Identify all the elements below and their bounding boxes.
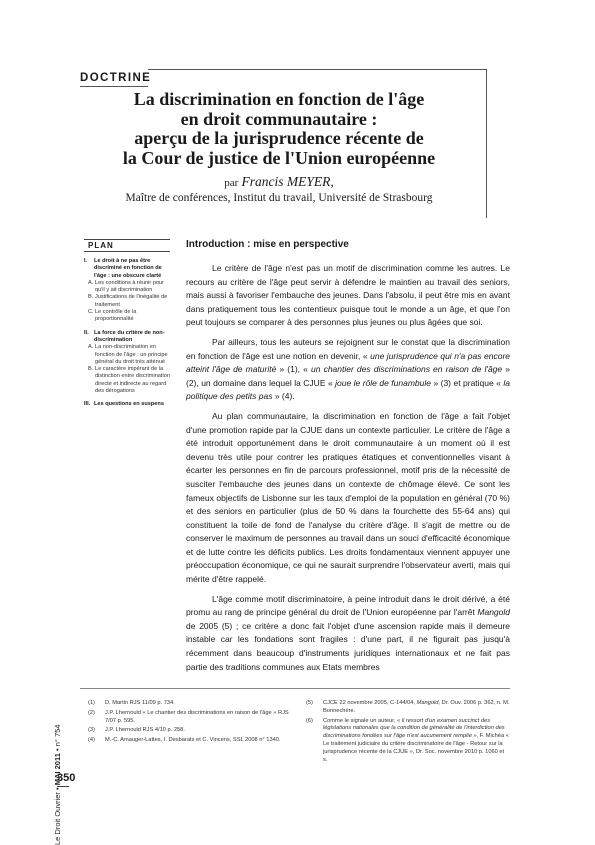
plan-section-title: La force du critère de non-discrimination [94,329,165,343]
plan-section [84,330,172,345]
plan-section-title: Le droit à ne pas être discriminé en fonction de l'âge : une obscure clarté [94,258,162,279]
paragraph: Le critère de l'âge n'est pas un motif de discrimination comme les autres. Le recours au critère de l'âge peut servir à défendre le maintien au travail des seniors, mais aussi à favoriser l'embauche des jeunes. Dans l'absolu, il peut être mis en avant dans pratiquement tous les contentieux puisque tout le monde a un âge, et que l'on peut toujours se comparer à des personnes plus jeunes ou plus âgées que soi. [186,263,510,328]
plan-sub-number: B. [88,294,94,301]
plan-subsection [84,344,172,366]
plan-section [84,258,172,280]
frame-top-rule [148,69,486,70]
author-name: Francis MEYER, [241,174,334,189]
title-line: en droit communautaire : [180,108,378,129]
journal-running-head: Le Droit Ouvrier • MAI 2011 • n° 754 [53,724,62,845]
page-number: 350 [57,772,76,784]
plan-section-title: Les questions en suspens [94,401,164,408]
plan-top-rule [84,239,170,240]
plan-sub-number: A. [88,279,94,286]
plan-section-number: II. [84,329,89,336]
plan-subsection [84,309,172,324]
page-number-rule [57,786,69,787]
author-affiliation: Maître de conférences, Institut du travail, Université de Strasbourg [125,192,433,204]
author-line [92,174,466,190]
plan-subsection [84,366,172,395]
plan-subsection [84,294,172,309]
main-text [186,262,510,680]
paragraph: Au plan communautaire, la discrimination en fonction de l'âge a fait l'objet d'une promotion rapide par la CJUE dans un contexte particulier. Le critère de l'âge a été introduit opportunément dans le droit communautaire à un moment où il est devenu très utile pour contrer les pratiques étatiques et conventionnelles visant à écarter les personnes en fin de parcours professionnel, motif pris de la nécessité de susciter l'embauche des jeunes dans un contexte de chômage élevé. Ce sont les fameux objectifs de Lisbonne sur les taux d'emploi de la population en général (70 %) et des seniors en particulier (plus de 50 % dans la fourchette des 55-64 ans) qui constituent la toile de fond de l'analyse du critère d'âge. Il s'agit de mettre ou de conserver le maximum de personnes au travail dans un souci d'efficacité économique et de lutte contre les déficits publics. Les droits fondamentaux viennent appuyer une préoccupation économique, ce qui ne saurait surprendre l'observateur averti, mais qui mérite d'être rappelé. [186,410,510,585]
rubric-underline [80,86,148,87]
paragraph: L'âge comme motif discriminatoire, à peine introduit dans le droit dérivé, a été promu au rang de principe général du droit de l'Union européenne par l'arrêt Mangold de 2005 (5) ; ce critère a donc fait l'objet d'une ascension rapide mais il demeure instable car les fondations sont fragiles : d'une part, il ne figurait pas jusqu'à récemment dans beaucoup d'instruments juridiques internationaux et ne fait pas partie des traditions communes aux Etats membres [186,593,510,672]
footnote-rule [80,688,510,689]
plan-sub-number: A. [88,344,94,351]
article-title [92,90,466,168]
title-line: aperçu de la jurisprudence récente de [134,128,424,148]
plan-sub-text: Justifications de l'inégalité de traitement [95,294,168,308]
footnote: (5) CJCE 22 novembre 2005, C-144/04, Mangold, Dr. Ouv. 2006 p. 362, n. M. Bonnechère. [306,700,510,714]
footnote: (4) M.-C. Amauger-Lattes, I. Desbarats et C. Vincens, SSL 2008 n° 1340. [88,737,281,744]
plan-heading-rule [84,251,170,252]
frame-right-rule [486,69,487,218]
footnote: (2) J.P. Lhernould « Le chantier des discriminations en raison de l'âge » RJS 7/07 p. 595. [88,709,289,724]
author-prefix: par [224,177,239,189]
issue-date: MAI 2011 [53,753,62,786]
plan-sub-text: Le contrôle de la proportionnalité [95,309,137,323]
plan-subsection [84,280,172,295]
footnotes-left [88,700,290,747]
footnote: (3) J.P. Lhernould RJS 4/10 p. 258. [88,727,185,734]
issue-number: n° 754 [53,724,62,747]
plan-sub-number: B. [88,366,94,373]
plan-sub-number: C. [88,309,94,316]
paragraph: Par ailleurs, tous les auteurs se rejoignent sur le constat que la discrimination en fonction de l'âge est une notion en devenir, « une jurisprudence qui n'a pas encore atteint l'âge de maturité » (1), « un chantier des discriminations en raison de l'âge » (2), un domaine dans lequel la CJUE « joue le rôle de funambule » (3) et pratique « la politique des petits pas » (4). [186,336,510,402]
footnote: (1) D. Martin RJS 11/09 p. 734. [88,700,175,706]
plan-section [84,401,172,408]
journal-name: Le Droit Ouvrier [53,792,62,845]
plan-section-number: I. [84,258,88,264]
plan-outline [84,258,172,409]
plan-heading: PLAN [88,241,114,250]
footnote: (6) Comme le signale un auteur, « il ressort d'un examen succinct des législations nationales que la condition de généralité de l'interdiction des discriminations fondées sur l'âge n'est aucunement remplie », F. Michéa « Le traitement judiciaire du critère discriminatoire de l'âge - Retour sur la jurisprudence récente de la CJUE », Dr. Soc. novembre 2010 p. 1060 et s. [306,717,509,763]
intro-heading: Introduction : mise en perspective [186,239,349,250]
plan-sub-text: La non-discrimination en fonction de l'âge : un principe général du droit très atténué [95,344,168,365]
footnotes-right [306,700,510,766]
rubric-label: DOCTRINE [80,72,152,84]
plan-sub-text: Le caractère impérant de la distinction entre discrimination directe et indirecte au regard des dérogations [95,366,170,395]
title-line: la Cour de justice de l'Union européenne [122,147,436,168]
plan-sub-text: Les conditions à réunir pour qu'il y ait discrimination [95,279,165,294]
plan-section-number: III. [84,401,91,408]
title-line: La discrimination en fonction de l'âge [133,89,425,109]
